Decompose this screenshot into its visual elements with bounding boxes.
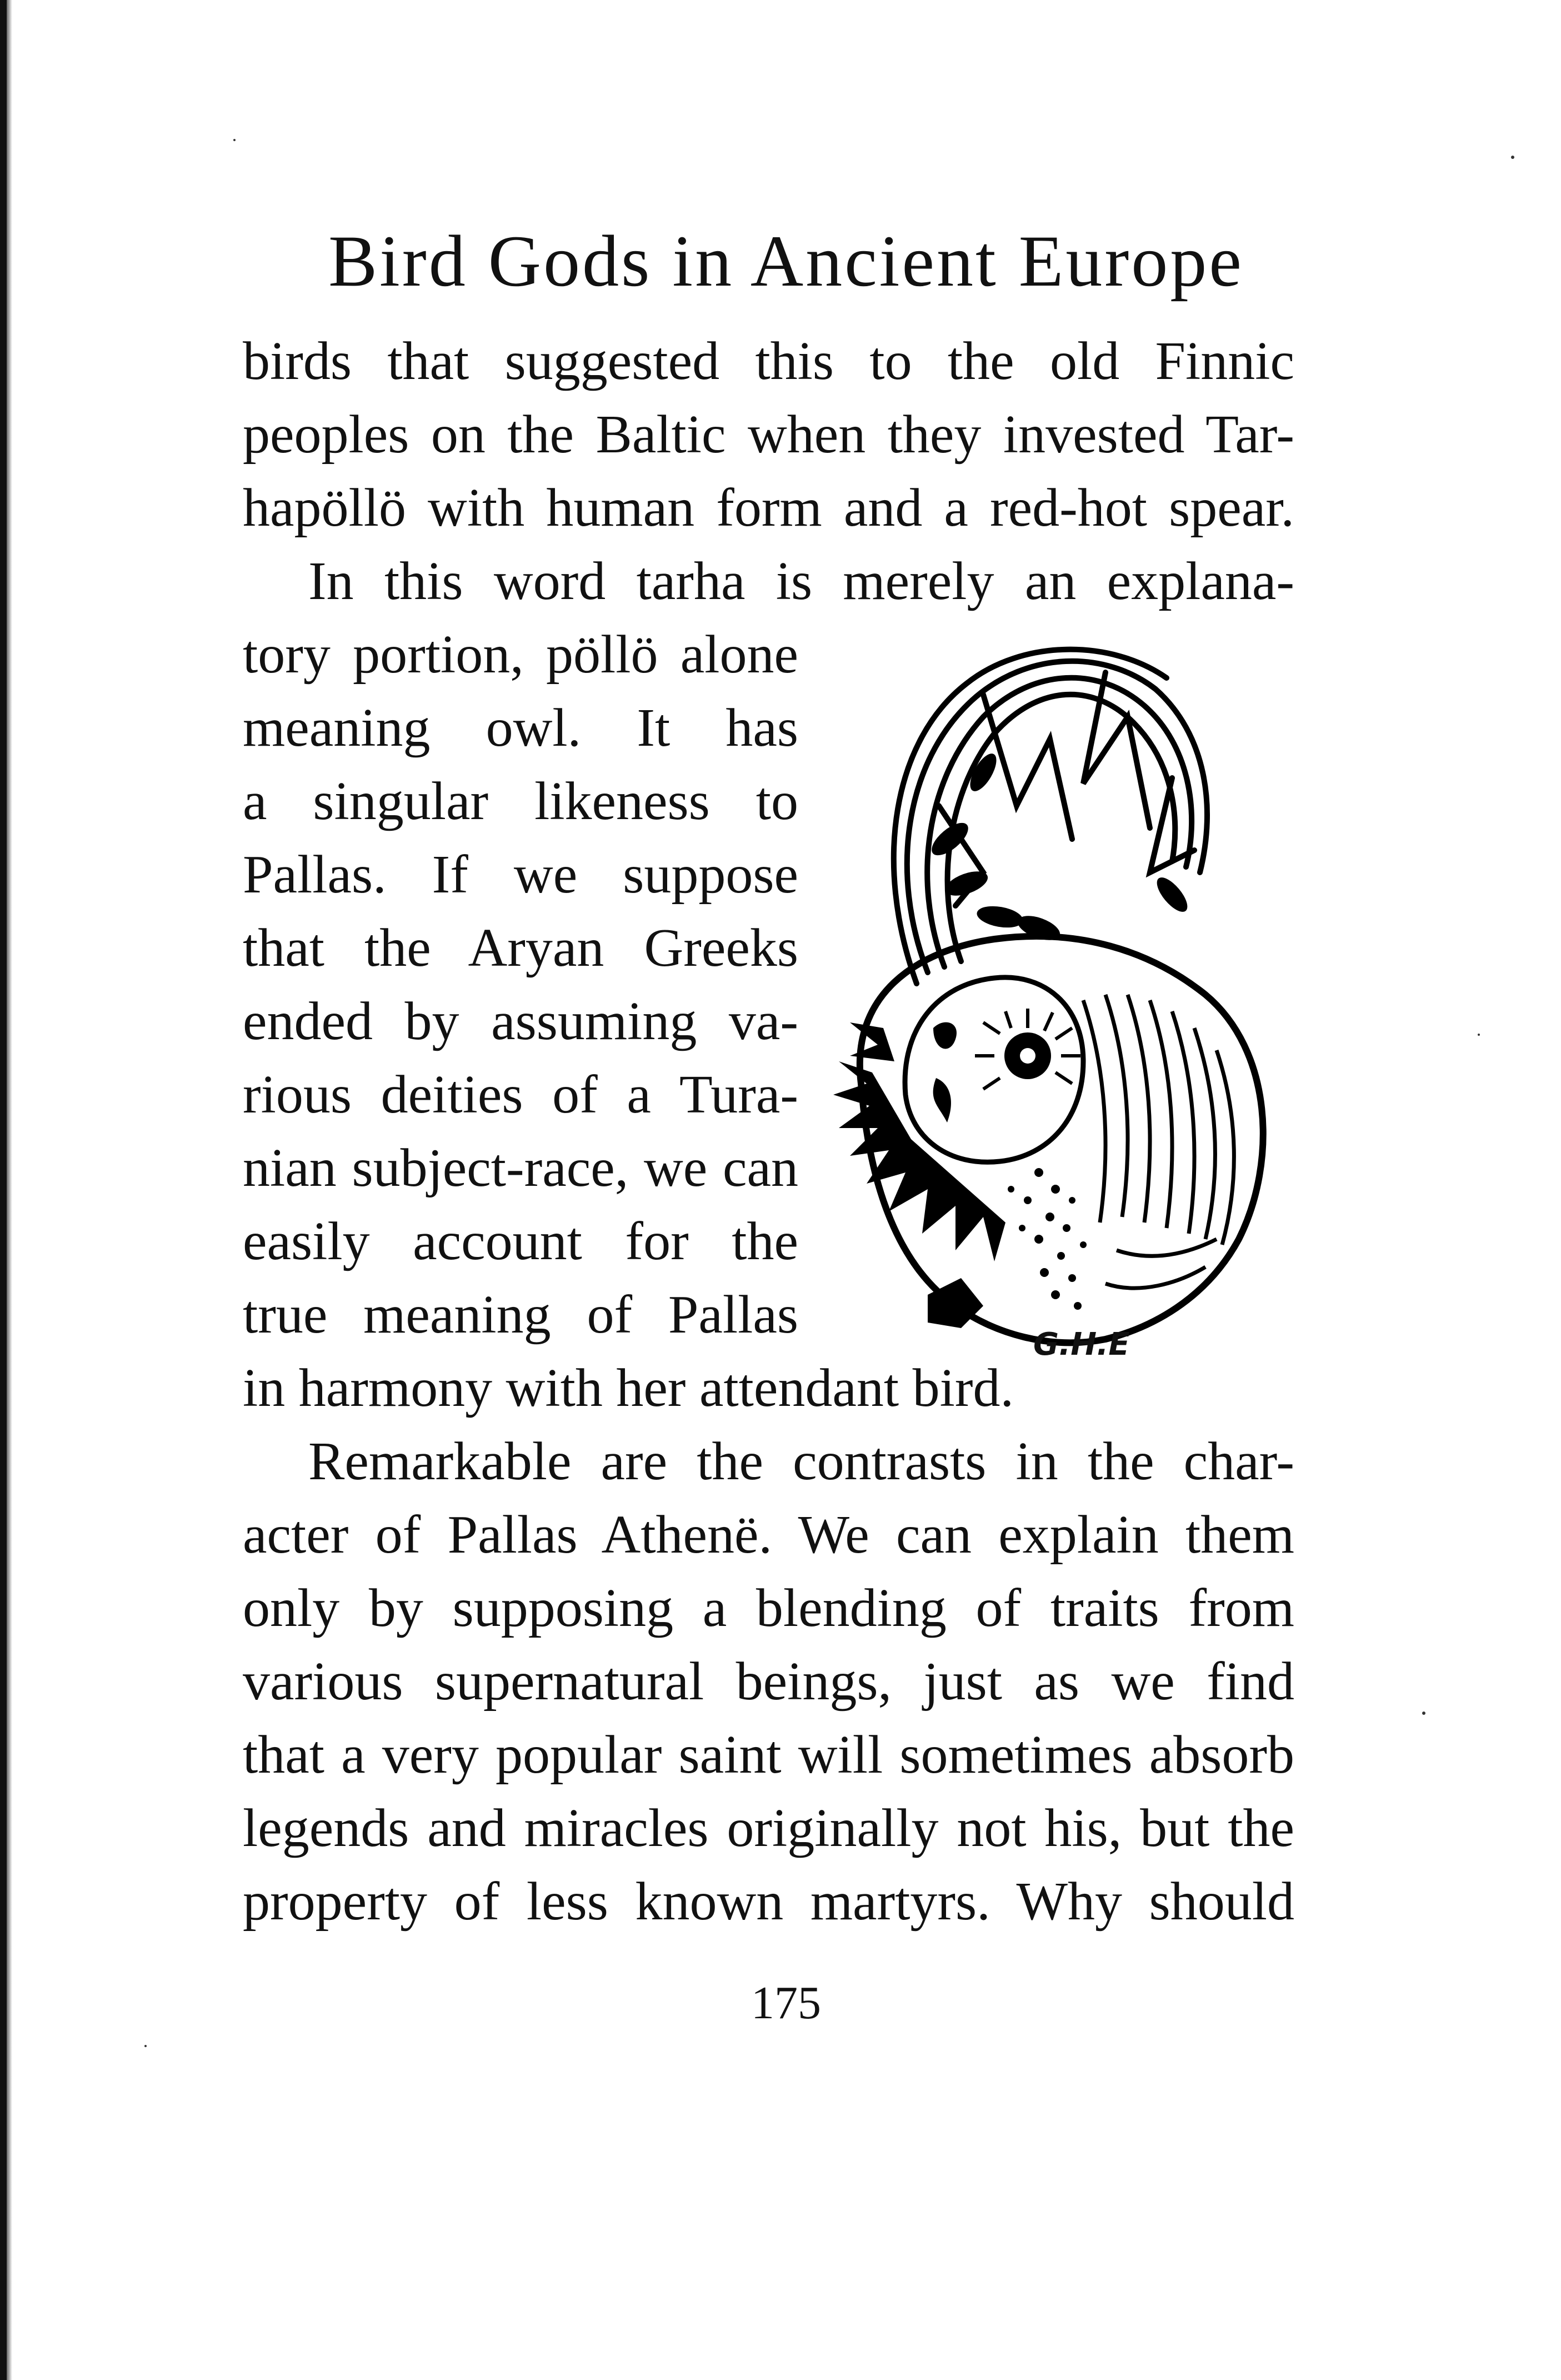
text-line: that the Aryan Greeks — [243, 918, 798, 978]
page-number: 175 — [751, 1977, 821, 2029]
text-line: a singular likeness to — [243, 771, 798, 831]
paper-speck — [1511, 156, 1514, 159]
text-line: acter of Pallas Athenë. We can explain them — [243, 1505, 1294, 1565]
text-line: easily account for the — [243, 1211, 798, 1271]
owl-feather-hatching — [1083, 995, 1234, 1288]
owl-drawing — [817, 639, 1305, 1378]
artist-signature: G.H.E — [1033, 1326, 1130, 1363]
text-line: true meaning of Pallas — [243, 1285, 798, 1345]
text-line: hapöllö with human form and a red-hot spear. — [243, 478, 1294, 538]
text-line: birds that suggested this to the old Finnic — [243, 331, 1294, 391]
text-line: nian subject-race, we can — [243, 1138, 798, 1198]
paper-speck — [233, 139, 236, 141]
paper-speck — [144, 2045, 147, 2047]
text-line: in harmony with her attendant bird. — [243, 1358, 1014, 1418]
running-head: Bird Gods in Ancient Europe — [328, 220, 1244, 302]
text-line: peoples on the Baltic when they invested Tar- — [243, 405, 1294, 465]
text-line: that a very popular saint will sometimes absorb — [243, 1725, 1294, 1785]
text-line: meaning owl. It has — [243, 698, 798, 758]
text-line: In this word tarha is merely an explana- — [308, 551, 1294, 611]
paper-speck — [1422, 1712, 1425, 1715]
paper-speck — [1478, 1034, 1480, 1036]
text-line: only by supposing a blending of traits from — [243, 1578, 1294, 1638]
text-line: Pallas. If we suppose — [243, 845, 798, 905]
text-line: various supernatural beings, just as we find — [243, 1651, 1294, 1712]
owl-breast-dots — [1008, 1168, 1087, 1310]
text-line: Remarkable are the contrasts in the char- — [308, 1431, 1294, 1491]
owl-illustration — [817, 639, 1305, 1378]
text-line: tory portion, pöllö alone — [243, 625, 798, 685]
text-line: property of less known martyrs. Why should — [243, 1872, 1294, 1932]
text-line: legends and miracles originally not his, but the — [243, 1798, 1294, 1858]
text-line: ended by assuming va- — [243, 991, 798, 1051]
owl-face — [905, 977, 1083, 1162]
text-line: rious deities of a Tura- — [243, 1065, 798, 1125]
